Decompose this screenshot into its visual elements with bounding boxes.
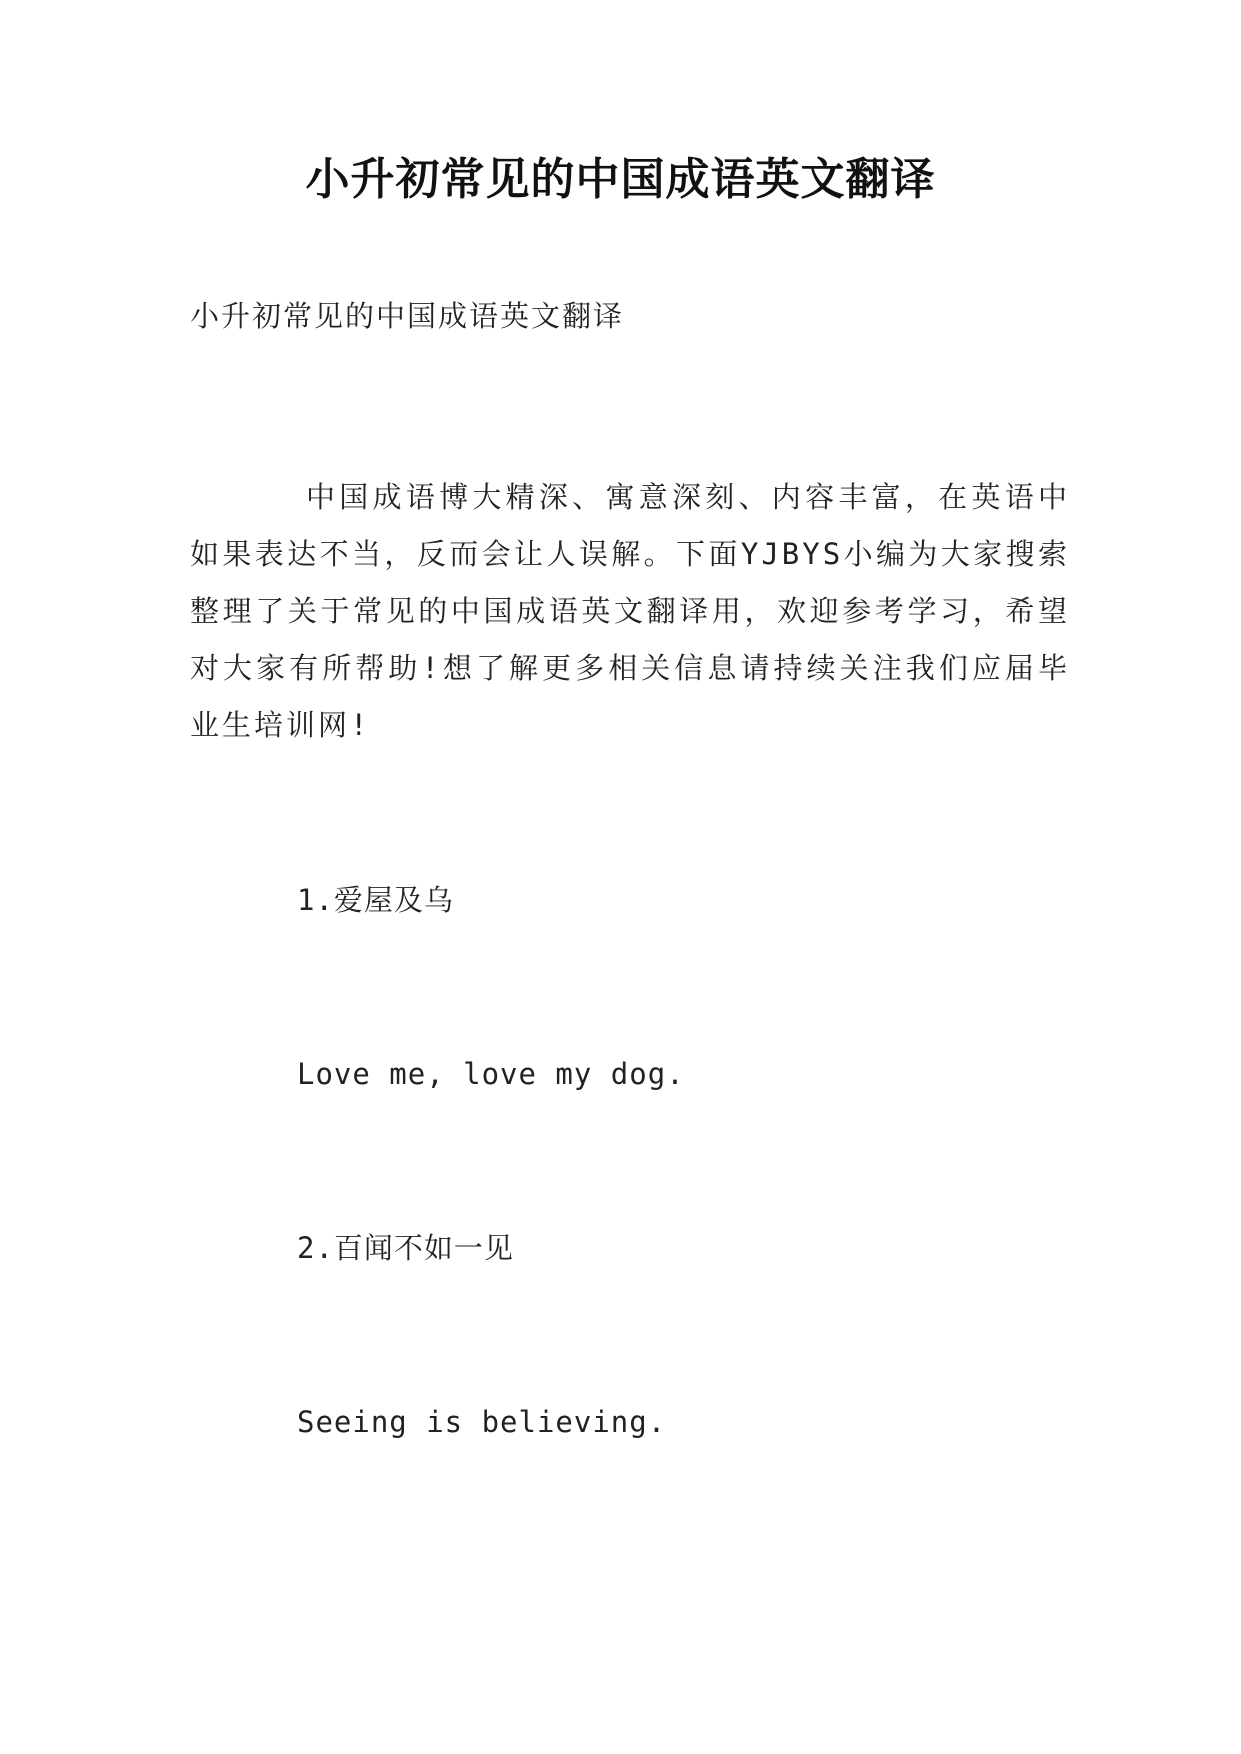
idiom-item-1: 1.爱屋及乌 bbox=[297, 883, 454, 917]
translation-item-2: Seeing is believing. bbox=[297, 1405, 667, 1439]
document-subtitle: 小升初常见的中国成语英文翻译 bbox=[190, 299, 625, 333]
idiom-item-2: 2.百闻不如一见 bbox=[297, 1231, 514, 1265]
translation-item-1: Love me, love my dog. bbox=[297, 1057, 685, 1091]
document-title: 小升初常见的中国成语英文翻译 bbox=[305, 154, 936, 205]
intro-paragraph: 中国成语博大精深、寓意深刻、内容丰富，在英语中如果表达不当，反而会让人误解。下面YJBYS小编为大家搜索整理了关于常见的中国成语英文翻译用，欢迎参考学习，希望对大家有所帮助!想了解更多相关信息请持续关注我们应届毕业生培训网! bbox=[190, 480, 1070, 742]
